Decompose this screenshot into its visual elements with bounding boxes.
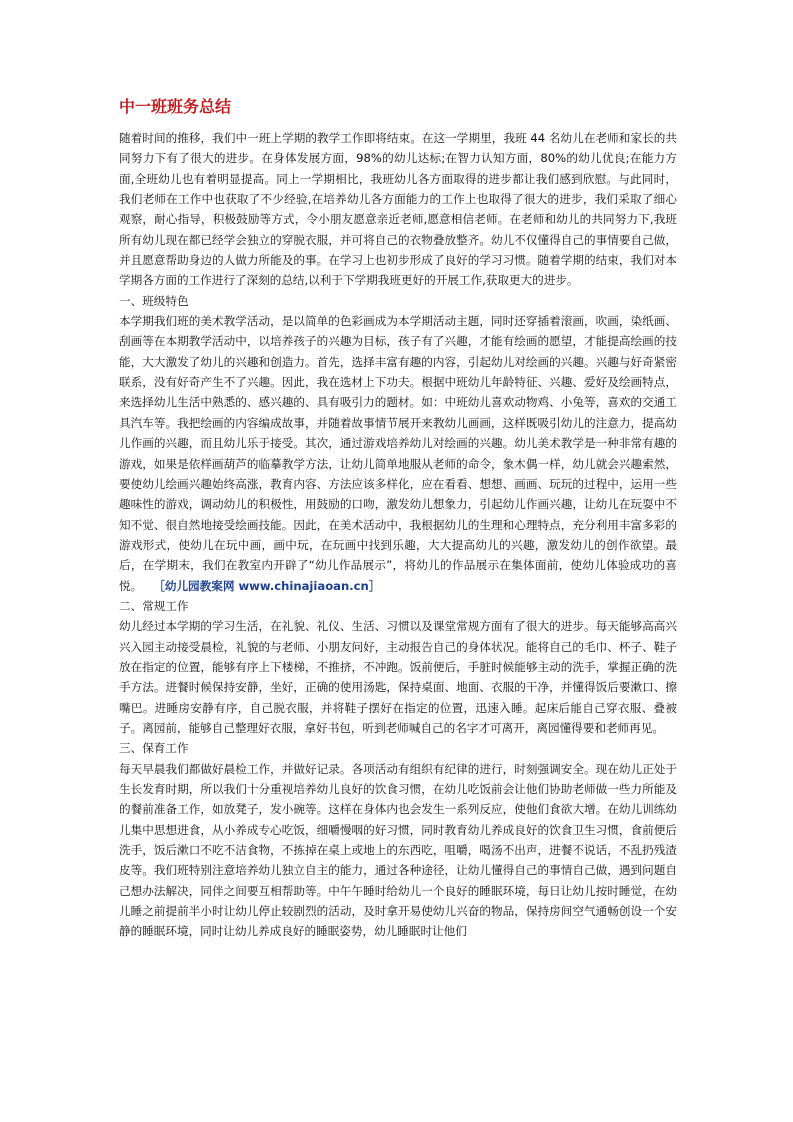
document-title: 中一班班务总结 (119, 97, 232, 116)
section-heading-class-features: 一、班级特色 (119, 293, 189, 308)
document-body (119, 128, 677, 942)
section-paragraph-care-work: 每天早晨我们都做好晨检工作，并做好记录。各项活动有组织有纪律的进行，时刻强调安全。现在幼儿正处于生长发育时期，所以我们十分重视培养幼儿良好的饮食习惯，在幼儿吃饭前会让他们协助老师做一些力所能及的餐前准备工作，如放凳子，发小碗等。这样在身体内也会发生一系列反应，使他们食欲大增。在幼儿训练幼儿集中思想进食，从小养成专心吃饭，细嚼慢咽的好习惯，同时教育幼儿养成良好的饮食卫生习惯，食前便后洗手，饭后漱口不吃不洁食物，不拣掉在桌上或地上的东西吃，咀嚼，喝汤不出声，进餐不说话，不乱扔残渣皮等。我们班特别注意培养幼儿独立自主的能力，通过各种途径，让幼儿懂得自己的事情自己做，遇到问题自己想办法解决，同伴之间要互相帮助等。中午午睡时给幼儿一个良好的睡眠环境，每日让幼儿按时睡觉，在幼儿睡之前提前半小时让幼儿停止较剧烈的活动，及时拿开易使幼儿兴奋的物品，保持房间空气通畅创设一个安静的睡眠环境，同时让幼儿养成良好的睡眠姿势，幼儿睡眠时让他们 (119, 761, 677, 939)
section-heading-care-work: 三、保育工作 (119, 741, 189, 756)
source-link[interactable]: ［幼儿园教案网 www.chinajiaoan.cn］ (153, 578, 381, 593)
section-text-class-features: 本学期我们班的美术教学活动，是以简单的色彩画成为本学期活动主题，同时还穿插着滚画，吹画，染纸画、刮画等在本期教学活动中，以培养孩子的兴趣为目标，孩子有了兴趣，才能有绘画的愿望，才能提高绘画的技能，大大激发了幼儿的兴趣和创造力。首先，选择丰富有趣的内容，引起幼儿对绘画的兴趣。兴趣与好奇紧密联系，没有好奇产生不了兴趣。因此，我在选材上下功夫。根据中班幼儿年龄特征、兴趣、爱好及绘画特点，来选择幼儿生活中熟悉的、感兴趣的、具有吸引力的题材。如：中班幼儿喜欢动物鸡、小兔等，喜欢的交通工具汽车等。我把绘画的内容编成故事，并随着故事情节展开来教幼儿画画，这样既吸引幼儿的注意力，提高幼儿作画的兴趣，而且幼儿乐于接受。其次，通过游戏培养幼儿对绘画的兴趣。幼儿美术教学是一种非常有趣的游戏，如果是依样画葫芦的临摹教学方法，让幼儿简单地服从老师的命令，象木偶一样，幼儿就会兴趣索然，要使幼儿绘画兴趣始终高涨，教育内容、方法应该多样化，应在看看、想想、画画、玩玩的过程中，运用一些趣味性的游戏，调动幼儿的积极性，用鼓励的口吻，激发幼儿想象力，引起幼儿作画兴趣，让幼儿在玩耍中不知不觉、很自然地接受绘画技能。因此，在美术活动中，我根据幼儿的生理和心理特点，充分利用丰富多彩的游戏形式，使幼儿在玩中画，画中玩，在玩画中找到乐趣，大大提高幼儿的兴趣，激发幼儿的创作欲望。最后，在学期末，我们在教室内开辟了“幼儿作品展示”，将幼儿的作品展示在集体面前，使幼儿体验成功的喜悦。 (119, 314, 677, 593)
section-paragraph-class-features (119, 311, 677, 596)
section-heading-routine-work: 二、常规工作 (119, 598, 189, 613)
section-paragraph-routine-work: 幼儿经过本学期的学习生活，在礼貌、礼仪、生活、习惯以及课堂常规方面有了很大的进步。每天能够高高兴兴入园主动接受晨检，礼貌的与老师、小朋友问好，主动报告自己的身体状况。能将自己的毛巾、杯子、鞋子放在指定的位置，能够有序上下楼梯，不推挤，不冲跑。饭前便后，手脏时候能够主动的洗手，掌握正确的洗手方法。进餐时候保持安静，坐好，正确的使用汤匙，保持桌面、地面、衣服的干净，并懂得饭后要漱口、擦嘴巴。进睡房安静有序，自己脱衣服，并将鞋子摆好在指定的位置，迅速入睡。起床后能自己穿衣服、叠被子。离园前，能够自己整理好衣服，拿好书包，听到老师喊自己的名字才可离开，离园懂得要和老师再见。 (119, 619, 677, 735)
intro-paragraph: 随着时间的推移，我们中一班上学期的教学工作即将结束。在这一学期里，我班 44 名幼儿在老师和家长的共同努力下有了很大的进步。在身体发展方面，98%的幼儿达标;在智力认知方面，80%的幼儿优良;在能力方面,全班幼儿也有着明显提高。同上一学期相比，我班幼儿各方面取得的进步都让我们感到欣慰。与此同时，我们老师在工作中也获取了不少经验,在培养幼儿各方面能力的工作上也取得了很大的进步，我们采取了细心观察，耐心指导，积极鼓励等方式，令小朋友愿意亲近老师,愿意相信老师。在老师和幼儿的共同努力下,我班所有幼儿现在都已经学会独立的穿脱衣服，并可将自己的衣物叠放整齐。幼儿不仅懂得自己的事情要自己做，并且愿意帮助身边的人做力所能及的事。在学习上也初步形成了良好的学习习惯。随着学期的结束，我们对本学期各方面的工作进行了深刻的总结,以利于下学期我班更好的开展工作,获取更大的进步。 (119, 131, 677, 288)
